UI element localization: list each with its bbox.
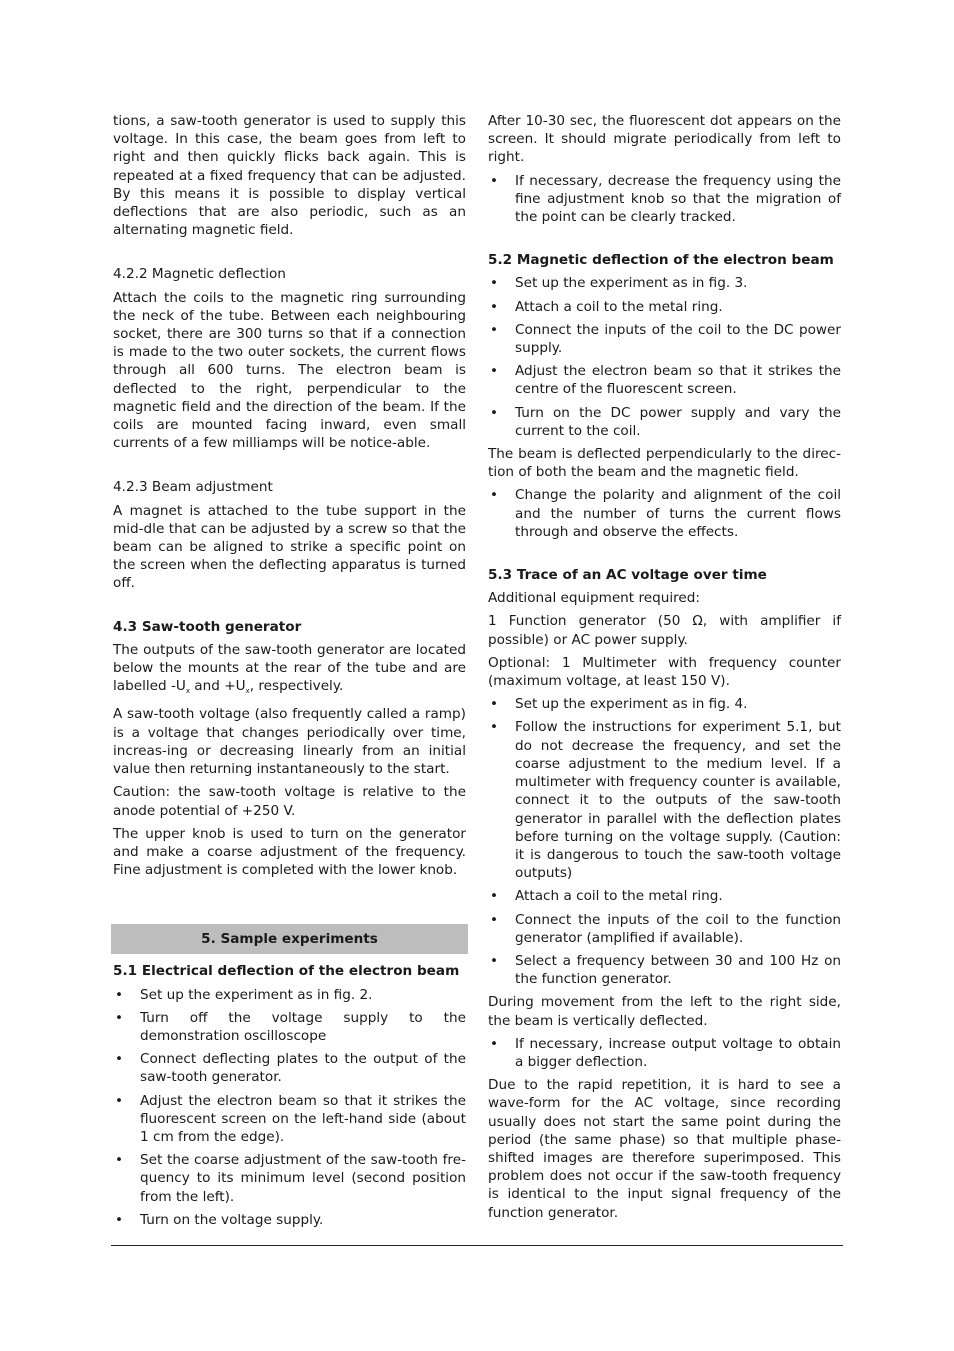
bullet-icon: • <box>115 1211 124 1228</box>
body-paragraph <box>113 641 466 701</box>
list-item <box>113 986 466 1004</box>
list-item <box>113 1151 466 1206</box>
list-item <box>488 1035 841 1071</box>
bullet-icon: • <box>115 1051 124 1068</box>
section-heading-5-3: 5.3 Trace of an AC voltage over time <box>488 567 767 584</box>
bullet-icon: • <box>490 172 499 189</box>
body-paragraph: The beam is deflected perpendicularly to the direc-tion of both the beam and the magnetic field. <box>488 446 841 481</box>
text-run: and +U <box>189 678 246 695</box>
bullet-icon: • <box>490 911 499 928</box>
section-heading-5-2: 5.2 Magnetic deflection of the electron beam <box>488 252 834 269</box>
text-run: , respectively. <box>249 678 344 695</box>
list-item-text: Attach a coil to the metal ring. <box>515 298 723 315</box>
bullet-icon: • <box>490 298 499 315</box>
bullet-list <box>488 274 841 440</box>
list-item <box>488 404 841 440</box>
list-item-text: Turn on the DC power supply and vary the current to the coil. <box>515 404 841 439</box>
list-item <box>488 362 841 398</box>
bullet-icon: • <box>115 986 124 1003</box>
bullet-icon: • <box>490 719 499 736</box>
list-item-text: Turn off the voltage supply to the demonstration oscilloscope <box>140 1009 466 1044</box>
list-item <box>488 298 841 316</box>
section-heading-4-3: 4.3 Saw-tooth generator <box>113 618 302 635</box>
body-paragraph: 1 Function generator (50 Ω, with amplifier if possible) or AC power supply. <box>488 613 841 648</box>
list-item-text: Attach a coil to the metal ring. <box>515 888 723 905</box>
bullet-list <box>488 695 841 988</box>
bullet-list <box>488 1035 841 1071</box>
list-item-text: Follow the instructions for experiment 5.1, but do not decrease the frequency, and set the coarse adjustment to the medium level. If a multimeter with frequency counter is available, connect it to the outputs of the saw-tooth generator in parallel with the deflection plates before turning on the voltage supply. (Caution: it is dangerous to touch the saw-tooth voltage outputs) <box>515 719 841 882</box>
list-item-text: If necessary, increase output voltage to obtain a bigger deflection. <box>515 1035 841 1070</box>
bullet-icon: • <box>490 275 499 292</box>
list-item-text: Change the polarity and alignment of the coil and the number of turns the current flows through and observe the effects. <box>515 487 841 540</box>
list-item-text: Connect the inputs of the coil to the function generator (amplified if available). <box>515 911 841 946</box>
list-item <box>488 172 841 227</box>
list-item <box>488 952 841 988</box>
section-heading-5-1: 5.1 Electrical deflection of the electron beam <box>113 963 460 980</box>
left-column <box>113 112 466 1234</box>
subscript: x <box>185 687 190 696</box>
body-paragraph: Due to the rapid repetition, it is hard to see a wave-form for the AC voltage, since recording usually does not start the same point during the period (the same phase) so that multiple phase-shifted images are therefore superimposed. This problem does not occur if the saw-tooth frequency is identical to the input signal frequency of the function generator. <box>488 1077 841 1221</box>
body-paragraph: Additional equipment required: <box>488 590 700 607</box>
body-paragraph: During movement from the left to the right side, the beam is vertically deflected. <box>488 994 841 1029</box>
list-item <box>488 695 841 713</box>
list-item-text: Connect the inputs of the coil to the DC power supply. <box>515 321 841 357</box>
list-item-text: Select a frequency between 30 and 100 Hz on the function generator. <box>515 952 841 988</box>
list-item-text: Set up the experiment as in fig. 4. <box>515 696 748 713</box>
bullet-icon: • <box>490 404 499 421</box>
bullet-icon: • <box>490 321 499 338</box>
bullet-list <box>488 172 841 227</box>
list-item-text: Turn on the voltage supply. <box>140 1211 324 1228</box>
list-item <box>488 718 841 882</box>
bullet-icon: • <box>490 1035 499 1052</box>
list-item-text: Set up the experiment as in fig. 2. <box>140 986 373 1003</box>
bullet-icon: • <box>490 888 499 905</box>
bullet-icon: • <box>490 487 499 504</box>
bullet-icon: • <box>490 696 499 713</box>
intro-paragraph: tions, a saw-tooth generator is used to supply this voltage. In this case, the beam goes from left to right and then quickly flicks back again. This is repeated at a fixed frequency that can be adjusted. By this means it is possible to display vertical deflections that are also periodic, such as an alternating magnetic field. <box>113 113 466 239</box>
right-column <box>488 112 841 1227</box>
bullet-icon: • <box>490 952 499 969</box>
body-paragraph: Caution: the saw-tooth voltage is relative to the anode potential of +250 V. <box>113 784 466 819</box>
body-paragraph: Attach the coils to the magnetic ring surrounding the neck of the tube. Between each neighbouring socket, there are 300 turns so that if a connection is made to the two outer sockets, the current flows through all 600 turns. The electron beam is deflected to the right, perpendicular to the magnetic field and the direction of the beam. If the coils are mounted facing inward, even small currents of a few milliamps will be notice-able. <box>113 289 466 452</box>
list-item <box>113 1009 466 1045</box>
footer-rule <box>111 1245 843 1246</box>
list-item <box>113 1050 466 1086</box>
list-item <box>488 274 841 292</box>
bullet-list <box>113 986 466 1229</box>
section-heading-4-2-3: 4.2.3 Beam adjustment <box>113 479 273 496</box>
subscript: x <box>245 687 250 696</box>
list-item-text: Adjust the electron beam so that it strikes the fluorescent screen on the left-hand side (about 1 cm from the edge). <box>140 1092 466 1145</box>
bullet-icon: • <box>115 1152 124 1169</box>
intro-paragraph: After 10-30 sec, the fluorescent dot appears on the screen. It should migrate periodically from left to right. <box>488 113 841 166</box>
section-banner: 5. Sample experiments <box>111 924 468 954</box>
list-item-text: Set up the experiment as in fig. 3. <box>515 275 748 292</box>
list-item-text: Adjust the electron beam so that it strikes the centre of the fluorescent screen. <box>515 363 841 398</box>
body-paragraph: Optional: 1 Multimeter with frequency counter (maximum voltage, at least 150 V). <box>488 654 841 690</box>
body-paragraph: A saw-tooth voltage (also frequently called a ramp) is a voltage that changes periodically over time, increas-ing or decreasing linearly from an initial value then returning instantaneously to the start. <box>113 706 466 778</box>
list-item <box>113 1211 466 1229</box>
bullet-icon: • <box>115 1092 124 1109</box>
list-item <box>488 321 841 357</box>
list-item-text: Connect deflecting plates to the output of the saw-tooth generator. <box>140 1051 466 1086</box>
list-item <box>113 1092 466 1147</box>
body-paragraph: A magnet is attached to the tube support in the mid-dle that can be adjusted by a screw so that the beam can be aligned to strike a specific point on the screen when the deflecting apparatus is turned off. <box>113 502 466 592</box>
bullet-icon: • <box>115 1009 124 1026</box>
list-item <box>488 486 841 541</box>
body-paragraph: The upper knob is used to turn on the generator and make a coarse adjustment of the frequency. Fine adjustment is completed with the lower knob. <box>113 825 466 879</box>
section-heading-4-2-2: 4.2.2 Magnetic deflection <box>113 266 286 283</box>
list-item <box>488 911 841 947</box>
list-item-text: If necessary, decrease the frequency using the fine adjustment knob so that the migration of the point can be clearly tracked. <box>515 172 841 226</box>
list-item <box>488 887 841 905</box>
bullet-icon: • <box>490 363 499 380</box>
bullet-list <box>488 486 841 541</box>
text-run: The outputs of the saw-tooth generator are located below the mounts at the rear of the tube and are labelled -U <box>113 641 466 695</box>
list-item-text: Set the coarse adjustment of the saw-tooth fre-quency to its minimum level (second position from the left). <box>140 1152 466 1205</box>
